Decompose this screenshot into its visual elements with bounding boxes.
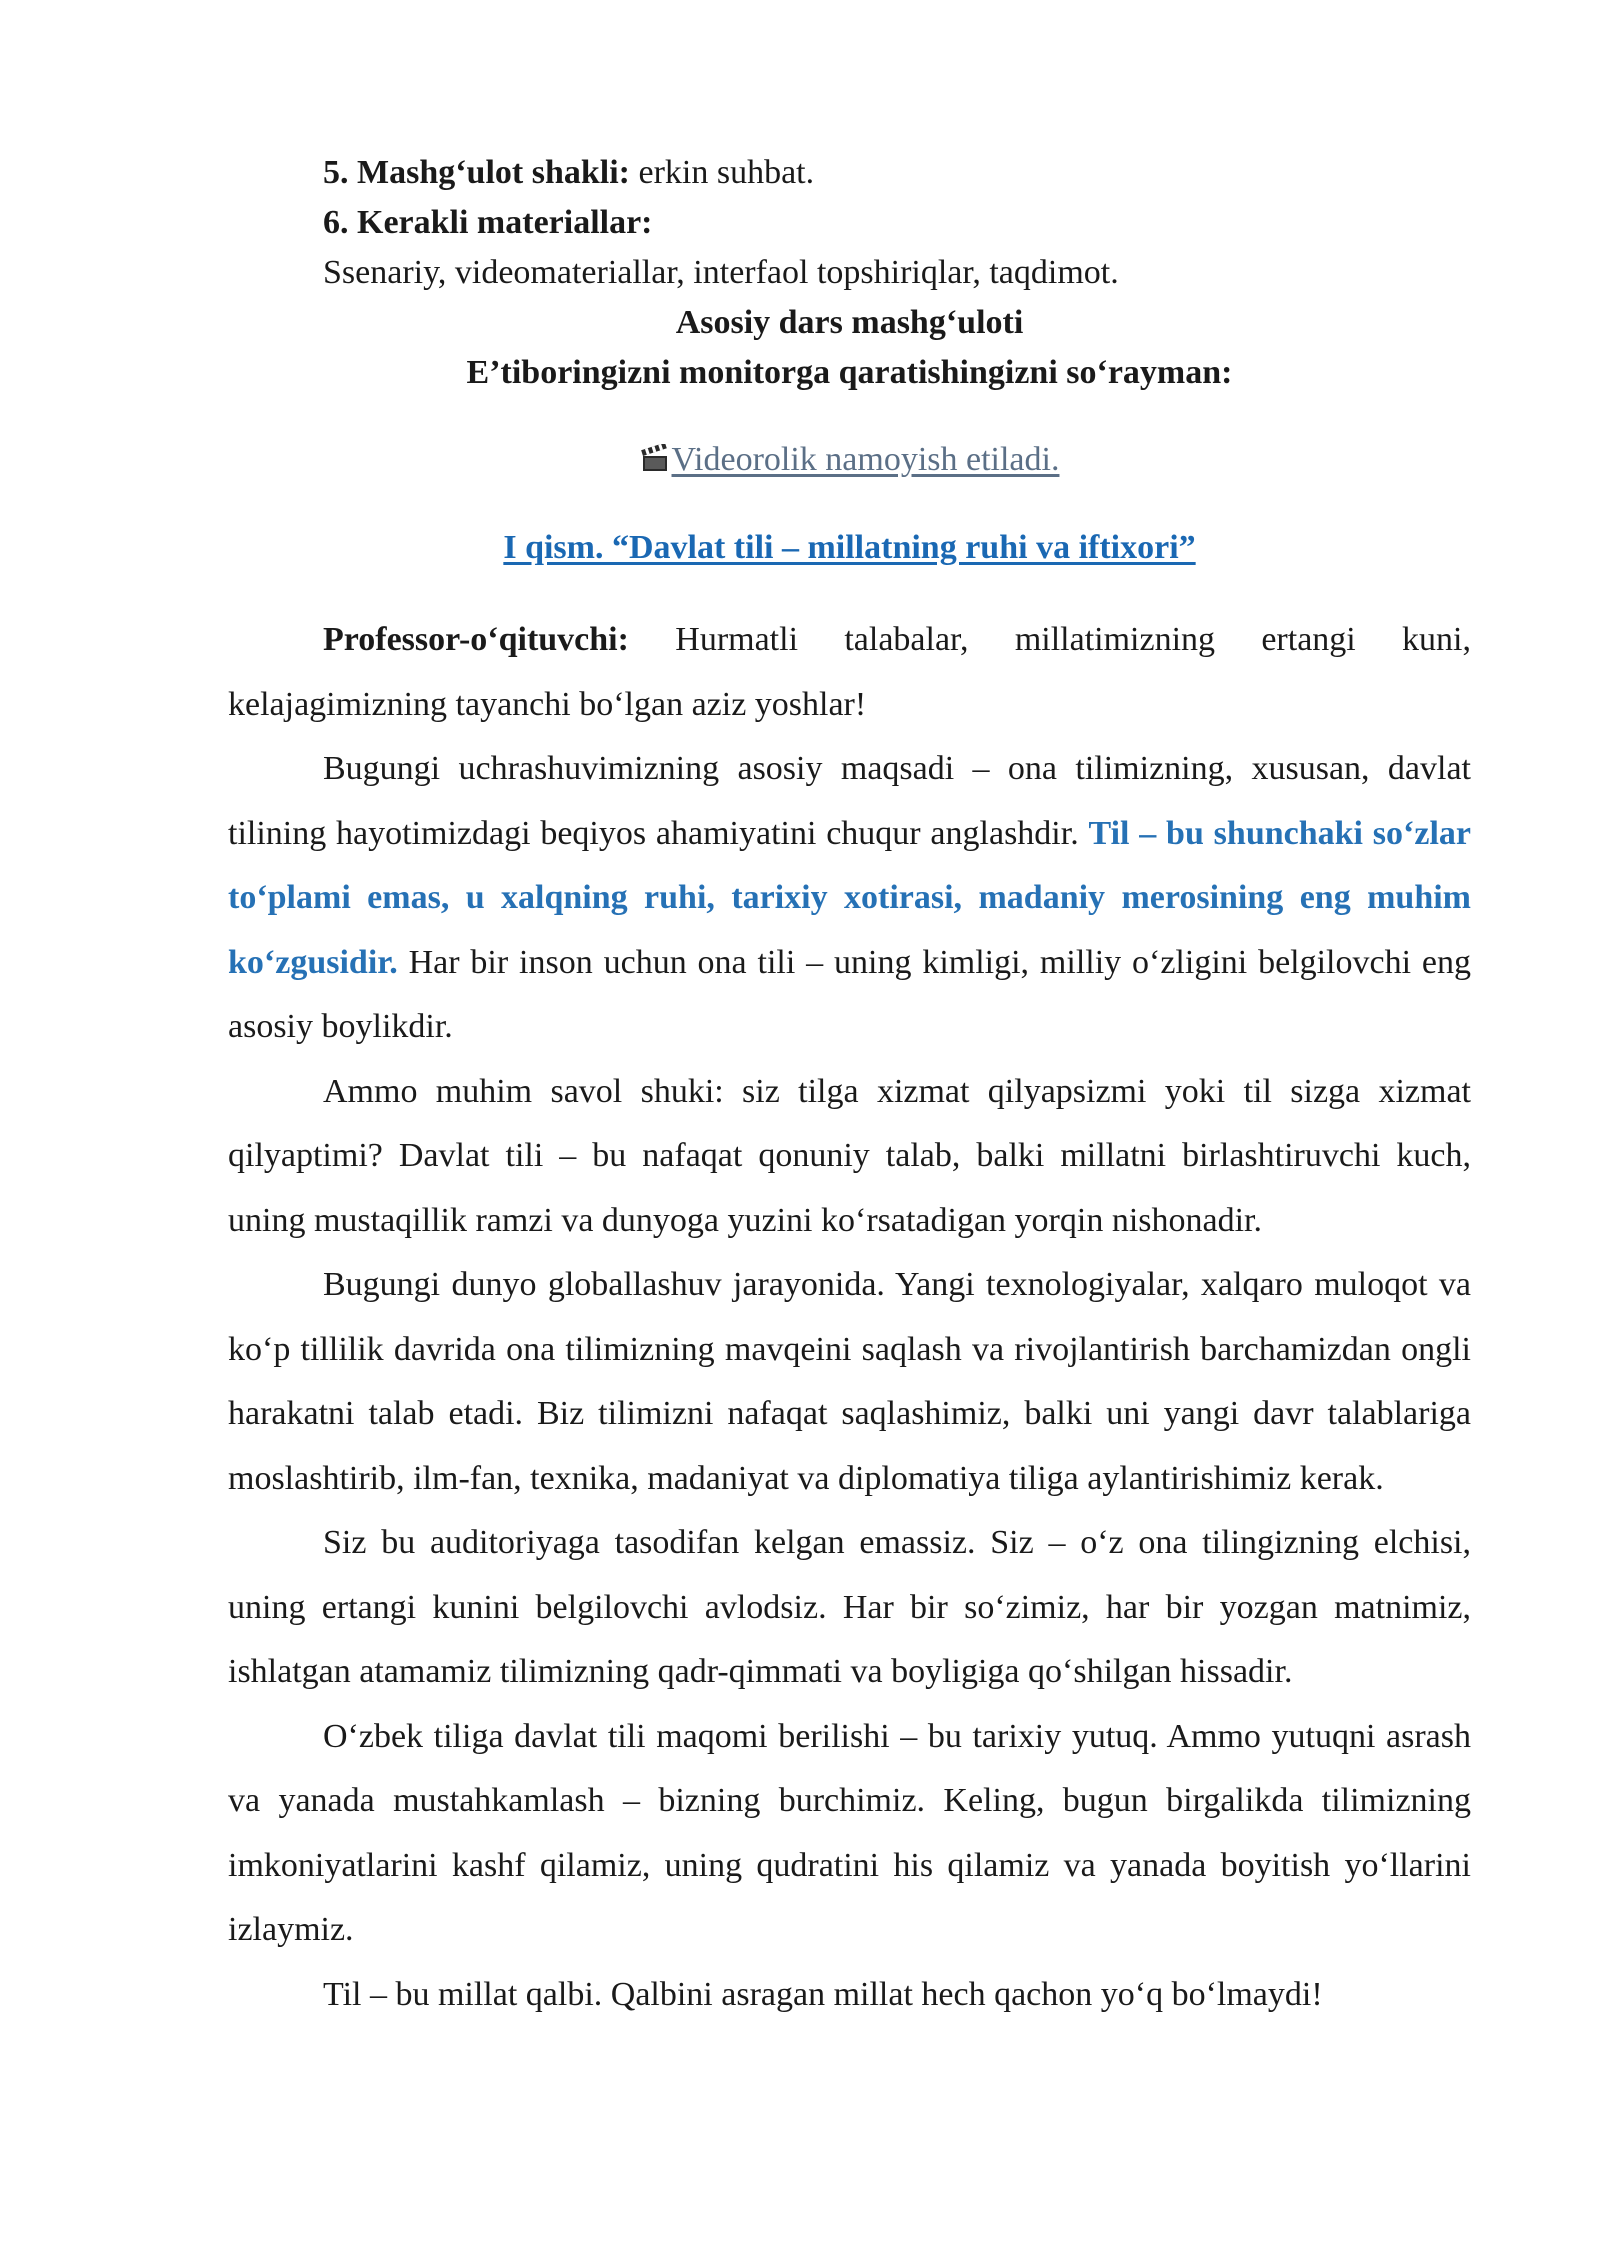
- materials-label: 6. Kerakli materiallar:: [323, 204, 653, 241]
- speaker-label: Professor-o‘qituvchi:: [323, 621, 629, 658]
- document-page: [228, 148, 1471, 2027]
- paragraph-7: Til – bu millat qalbi. Qalbini asragan millat hech qachon yo‘q bo‘lmaydi!: [323, 1975, 1323, 2013]
- paragraph-1: [228, 608, 1471, 737]
- paragraph-6: O‘zbek tiliga davlat tili maqomi berilishi – bu tarixiy yutuq. Ammo yutuqni asrash va yanada mustahkamlash – bizning burchimiz. Keling, bugun birgalikda tilimizning imkoniyatlarini kashf qilamiz, uning qudratini his qilamiz va yanada boyitish yo‘llarini izlaymiz.: [228, 1717, 1471, 1948]
- section-subtitle: E’tiboringizni monitorga qaratishingizni so‘rayman:: [466, 354, 1233, 391]
- paragraph-3: Ammo muhim savol shuki: siz tilga xizmat qilyapsizmi yoki til sizga xizmat qilyaptimi? Davlat tili – bu nafaqat qonuniy talab, balki millatni birlashtiruvchi kuch, uning mustaqillik ramzi va dunyoga yuzini ko‘rsatadigan yorqin nishonadir.: [228, 1072, 1471, 1239]
- part-title[interactable]: I qism. “Davlat tili – millatning ruhi va iftixori”: [503, 529, 1196, 566]
- materials-value: Ssenariy, videomateriallar, interfaol topshiriqlar, taqdimot.: [323, 254, 1119, 291]
- lesson-form-label: 5. Mashg‘ulot shakli:: [323, 154, 630, 191]
- paragraph-2: [228, 737, 1471, 1060]
- paragraph-1-text: Hurmatli talabalar, millatimizning ertangi kuni, kelajagimizning tayanchi bo‘lgan aziz yoshlar!: [228, 621, 1471, 723]
- paragraph-4: Bugungi dunyo globallashuv jarayonida. Yangi texnologiyalar, xalqaro muloqot va ko‘p tillilik davrida ona tilimizning mavqeini saqlash va rivojlantirish barchamizdan ongli harakatni talab etadi. Biz tilimizni nafaqat saqlashimiz, balki uni yangi davr talablariga moslashtirib, ilm-fan, texnika, madaniyat va diplomatiya tiliga aylantirishimiz kerak.: [228, 1266, 1471, 1497]
- paragraph-5: Siz bu auditoriyaga tasodifan kelgan emassiz. Siz – o‘z ona tilingizning elchisi, uning ertangi kunini belgilovchi avlodsiz. Har bir so‘zimiz, har bir yozgan matnimiz, ishlatgan atamamiz tilimizning qadr-qimmati va boyligiga qo‘shilgan hissadir.: [228, 1524, 1471, 1690]
- video-line: [228, 432, 1471, 488]
- lesson-form-line: [228, 148, 1471, 198]
- paragraph-2-highlight: Til – bu shunchaki so‘zlar to‘plami emas, u xalqning ruhi, tarixiy xotirasi, madaniy merosining eng muhim ko‘zgusidir.: [228, 814, 1471, 981]
- section-title: Asosiy dars mashg‘uloti: [675, 304, 1024, 341]
- paragraph-2-text-start: Bugungi uchrashuvimizning asosiy maqsadi – ona tilimizning, xususan, davlat tilining hayotimizdagi beqiyos ahamiyatini chuqur anglashdir.: [228, 750, 1471, 852]
- video-link[interactable]: Videorolik namoyish etiladi.: [671, 441, 1060, 478]
- clapperboard-icon: [640, 436, 670, 466]
- lesson-form-value: erkin suhbat.: [630, 154, 815, 191]
- paragraph-2-text-end: Har bir inson uchun ona tili – uning kimligi, milliy o‘zligini belgilovchi eng asosiy boylikdir.: [228, 943, 1471, 1045]
